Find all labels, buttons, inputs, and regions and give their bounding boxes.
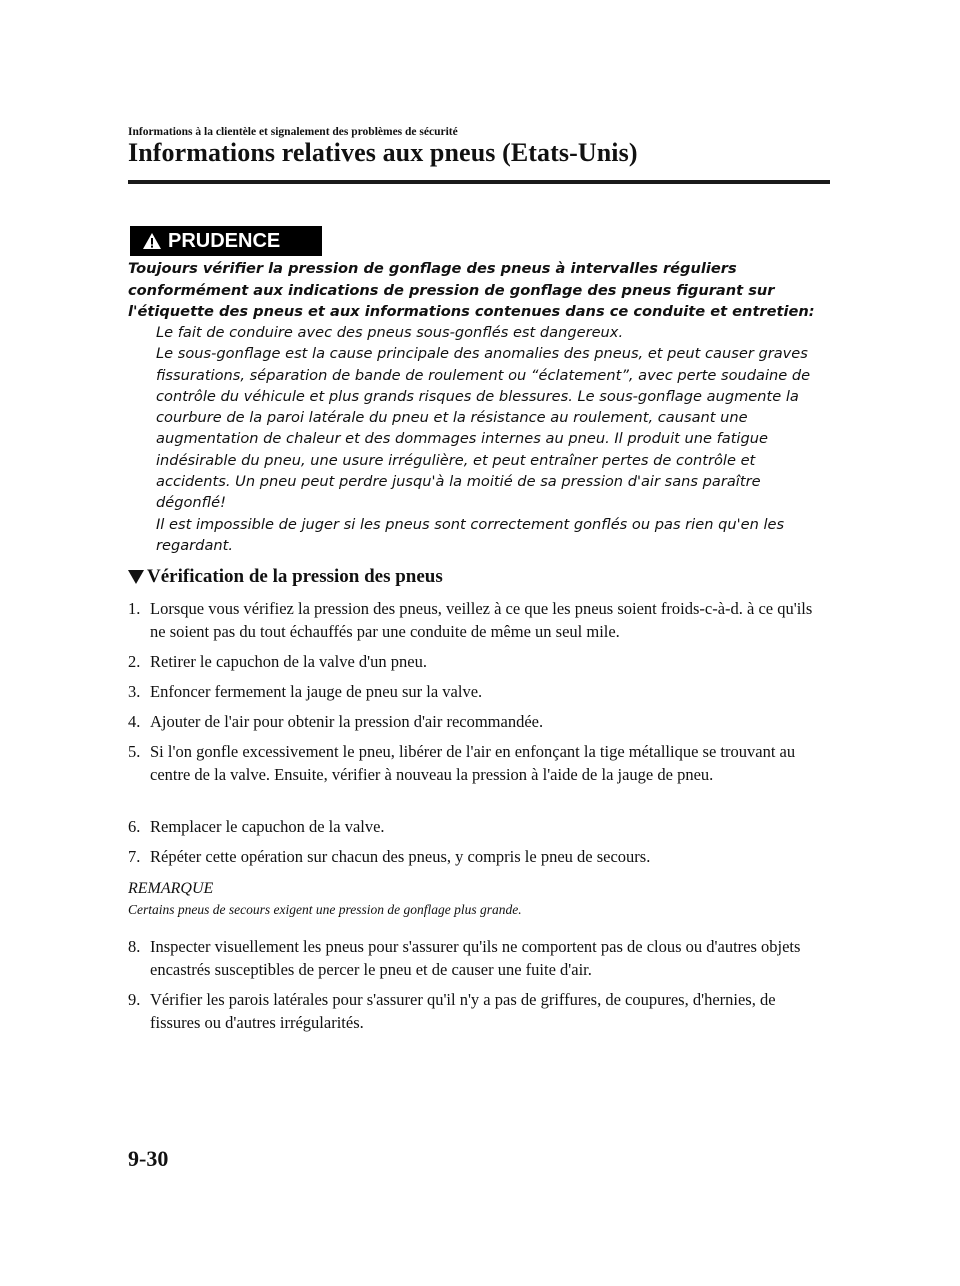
- step-text: Enfoncer fermement la jauge de pneu sur la valve.: [150, 682, 483, 701]
- caution-label: PRUDENCE: [168, 229, 281, 252]
- step-number: 7.: [128, 847, 141, 866]
- step-text: Inspecter visuellement les pneus pour s'assurer qu'ils ne comportent pas de clous ou d'autres objets encastrés susceptibles de percer le pneu et de causer une fuite d'air.: [150, 937, 801, 979]
- step-number: 3.: [128, 682, 141, 701]
- caution-lead: Toujours vérifier la pression de gonflage des pneus à intervalles réguliers conformément aux indications de pression de gonflage des pneus figurant sur l'étiquette des pneus et aux informations contenues dans ce conduite et entretien:: [128, 260, 815, 320]
- page-number: 9-30: [128, 1146, 169, 1171]
- caution-paragraph: Le fait de conduire avec des pneus sous-gonflés est dangereux.: [156, 324, 624, 341]
- list-item: [128, 651, 818, 674]
- list-item: [128, 936, 818, 981]
- caution-badge: [130, 226, 322, 256]
- list-item: [128, 989, 818, 1034]
- page-title: Informations relatives aux pneus (Etats-Unis): [128, 138, 638, 167]
- warning-icon: [142, 232, 162, 250]
- caution-paragraph: Il est impossible de juger si les pneus sont correctement gonflés ou pas rien qu'en les regardant.: [156, 515, 785, 554]
- list-item: [128, 816, 818, 839]
- step-number: 8.: [128, 937, 141, 956]
- section-heading: [128, 566, 443, 588]
- list-item: [128, 741, 818, 786]
- section-label: Informations à la clientèle et signalement des problèmes de sécurité: [128, 126, 458, 138]
- section-heading-text: Vérification de la pression des pneus: [147, 566, 443, 587]
- step-text: Retirer le capuchon de la valve d'un pneu.: [150, 652, 427, 671]
- step-number: 6.: [128, 817, 141, 836]
- remark-text: Certains pneus de secours exigent une pression de gonflage plus grande.: [128, 902, 522, 917]
- step-text: Ajouter de l'air pour obtenir la pression d'air recommandée.: [150, 712, 544, 731]
- step-text: Vérifier les parois latérales pour s'assurer qu'il n'y a pas de griffures, de coupures, d'hernies, de fissures ou d'autres irrégularités.: [150, 990, 776, 1032]
- list-item: [128, 711, 818, 734]
- title-divider: [128, 180, 830, 184]
- step-number: 9.: [128, 990, 141, 1009]
- step-number: 2.: [128, 652, 141, 671]
- caution-body: [156, 322, 820, 556]
- step-number: 1.: [128, 599, 141, 618]
- step-number: 5.: [128, 742, 141, 761]
- step-text: Remplacer le capuchon de la valve.: [150, 817, 385, 836]
- list-item: [128, 598, 818, 643]
- step-text: Répéter cette opération sur chacun des pneus, y compris le pneu de secours.: [150, 847, 651, 866]
- triangle-down-icon: [128, 570, 144, 584]
- step-number: 4.: [128, 712, 141, 731]
- list-item: [128, 681, 818, 704]
- remark-label: REMARQUE: [128, 880, 214, 897]
- step-text: Si l'on gonfle excessivement le pneu, libérer de l'air en enfonçant la tige métallique se trouvant au centre de la valve. Ensuite, vérifier à nouveau la pression à l'aide de la jauge de pneu.: [150, 742, 796, 784]
- step-text: Lorsque vous vérifiez la pression des pneus, veillez à ce que les pneus soient froids-c-à-d. à ce qu'ils ne soient pas du tout échauffés par une conduite de même un seul mile.: [150, 599, 813, 641]
- caution-paragraph: Le sous-gonflage est la cause principale des anomalies des pneus, et peut causer graves fissurations, séparation de bande de roulement ou “éclatement”, avec perte soudaine de contrôle du véhicule et plus grands risques de blessures. Le sous-gonflage augmente la courbure de la paroi latérale du pneu et la résistance au roulement, causant une augmentation de chaleur et des dommages internes au pneu. Il produit une fatigue indésirable du pneu, une usure irrégulière, et peut entraîner pertes de contrôle et accidents. Un pneu peut perdre jusqu'à la moitié de sa pression d'air sans paraître dégonflé!: [156, 345, 811, 512]
- list-item: [128, 846, 818, 869]
